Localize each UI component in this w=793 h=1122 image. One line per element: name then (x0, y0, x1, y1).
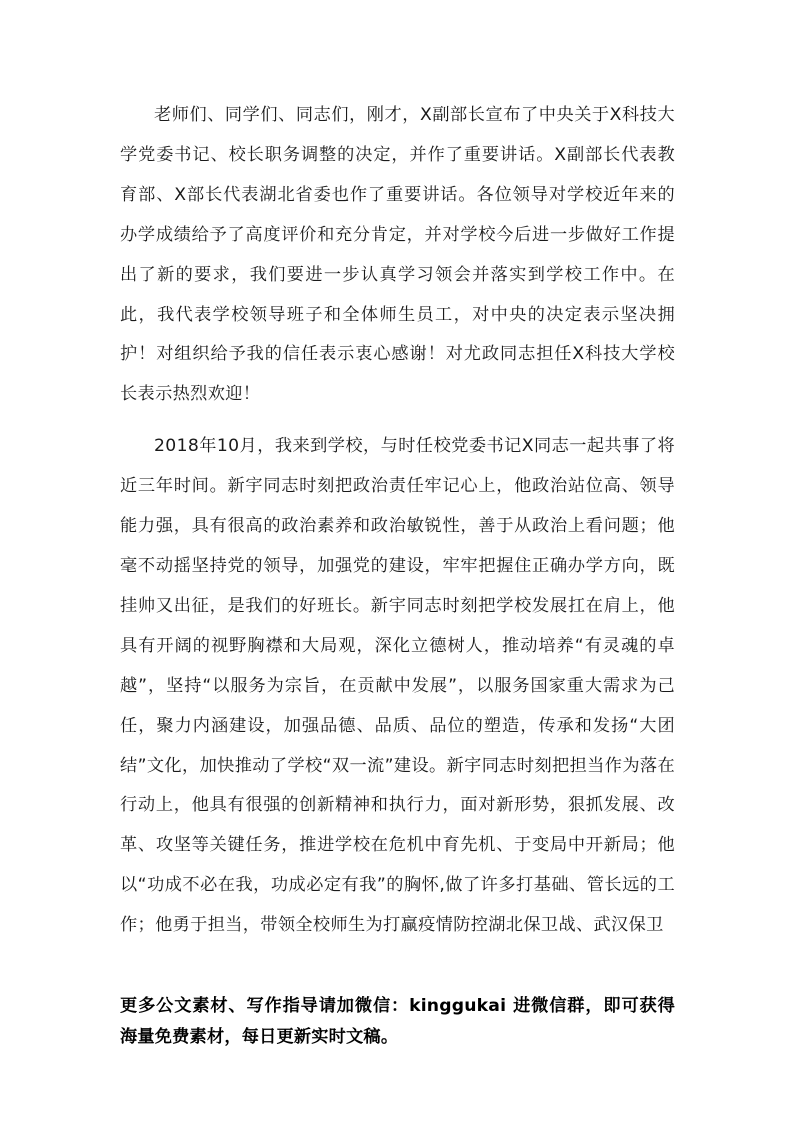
document-body (120, 96, 675, 946)
paragraph-colleague-tribute: 2018年10月，我来到学校，与时任校党委书记X同志一起共事了将近三年时间。新宇同志时刻把政治责任牢记心上，他政治站位高、领导能力强，具有很高的政治素养和政治敏锐性，善于从政治上看问题；他毫不动摇坚持党的领导，加强党的建设，牢牢把握住正确办学方向，既挂帅又出征，是我们的好班长。新宇同志时刻把学校发展扛在肩上，他具有开阔的视野胸襟和大局观，深化立德树人，推动培养“有灵魂的卓越”，坚持“以服务为宗旨，在贡献中发展”，以服务国家重大需求为己任，聚力内涵建设，加强品德、品质、品位的塑造，传承和发扬“大团结”文化，加快推动了学校“双一流”建设。新宇同志时刻把担当作为落在行动上，他具有很强的创新精神和执行力，面对新形势，狠抓发展、改革、攻坚等关键任务，推进学校在危机中育先机、于变局中开新局；他以“功成不必在我，功成必定有我”的胸怀,做了许多打基础、管长远的工作；他勇于担当，带领全校师生为打赢疫情防控湖北保卫战、武汉保卫 (120, 436, 675, 936)
promo-notice: 更多公文素材、写作指导请加微信：kinggukai 进微信群，即可获得海量免费素材，每日更新实时文稿。 (120, 996, 675, 1047)
paragraph-opening: 老师们、同学们、同志们，刚才，X副部长宣布了中央关于X科技大学党委书记、校长职务调整的决定，并作了重要讲话。X副部长代表教育部、X部长代表湖北省委也作了重要讲话。各位领导对学校近年来的办学成绩给予了高度评价和充分肯定，并对学校今后进一步做好工作提出了新的要求，我们要进一步认真学习领会并落实到学校工作中。在此，我代表学校领导班子和全体师生员工，对中央的决定表示坚决拥护！对组织给予我的信任表示衷心感谢！对尤政同志担任X科技大学校长表示热烈欢迎！ (120, 105, 675, 405)
